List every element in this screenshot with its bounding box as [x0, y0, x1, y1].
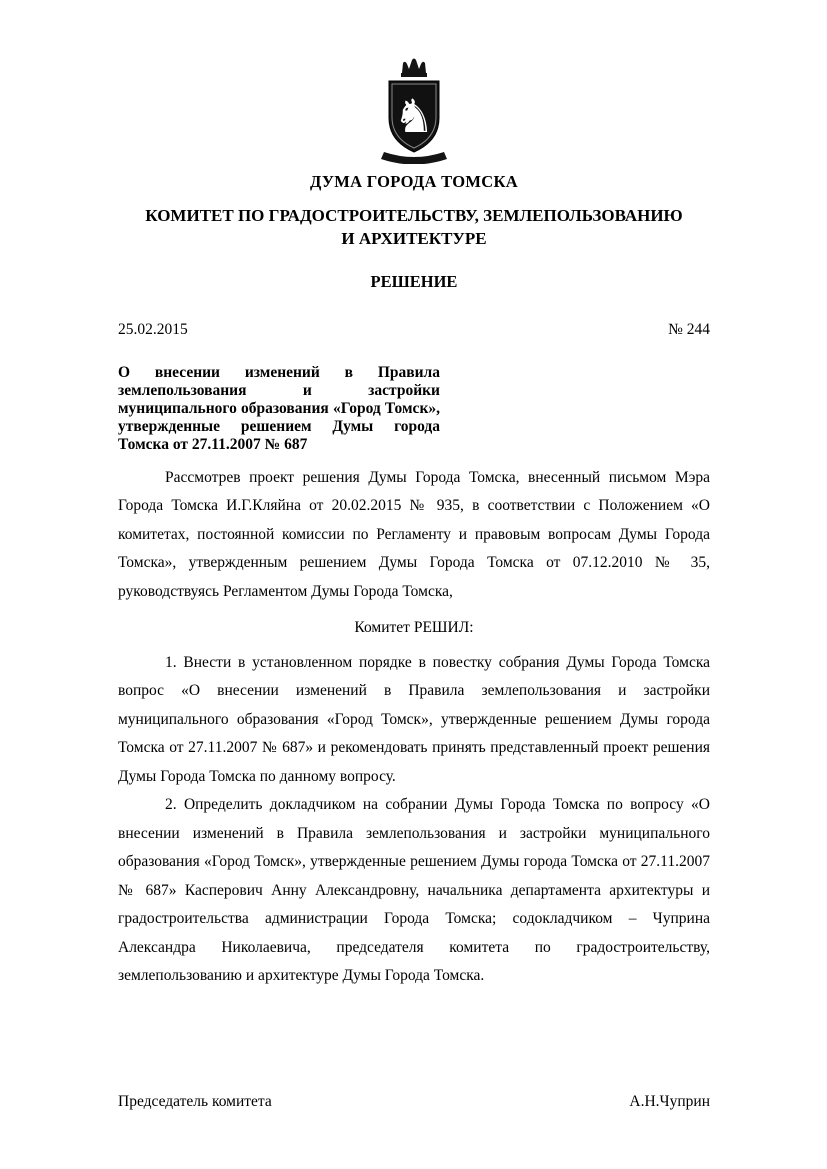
preamble-paragraph: Рассмотрев проект решения Думы Города Томска, внесенный письмом Мэра Города Томска И.Г.Кляйна от 20.02.2015 № 935, в соответствии с Положением «О комитетах, постоянной комиссии по Регламенту и правовым вопросам Думы Города Томска», утвержденным решением Думы Города Томска от 07.12.2010 № 35, руководствуясь Регламентом Думы Города Томска, — [118, 468, 710, 600]
subject-block: О внесении изменений в Правила землепользования и застройки муниципального образования «Город Томск», утвержденные решением Думы города Томска от 27.11.2007 № 687 — [118, 363, 440, 454]
document-date: 25.02.2015 — [118, 320, 188, 338]
white-horse-icon: ♞ — [393, 89, 435, 143]
crown-icon — [402, 59, 426, 74]
ribbon-banner-icon — [381, 152, 447, 164]
committee-heading — [118, 205, 710, 251]
committee-heading-line-2: И АРХИТЕКТУРЕ — [341, 228, 487, 248]
document-type-heading: РЕШЕНИЕ — [370, 271, 458, 291]
crown-band — [401, 73, 427, 77]
signature-title: Председатель комитета — [118, 1092, 272, 1110]
signature-name: А.Н.Чуприн — [629, 1092, 710, 1110]
meta-row — [118, 321, 710, 339]
tomsk-coat-of-arms-icon — [374, 56, 454, 164]
organization-title: ДУМА ГОРОДА ТОМСКА — [310, 172, 518, 191]
resolution-item-1: 1. Внести в установленном порядке в повестку собрания Думы Города Томска вопрос «О внесении изменений в Правила землепользования и застройки муниципального образования «Город Томск», утвержденные решением Думы города Томска от 27.11.2007 № 687» и рекомендовать принять представленный проект решения Думы Города Томска по данному вопросу. — [118, 653, 710, 785]
document-number: № 244 — [668, 320, 710, 338]
signature-row — [118, 1093, 710, 1111]
emblem-container — [118, 56, 710, 164]
committee-heading-line-1: КОМИТЕТ ПО ГРАДОСТРОИТЕЛЬСТВУ, ЗЕМЛЕПОЛЬЗОВАНИЮ — [145, 206, 683, 225]
resolved-heading: Комитет РЕШИЛ: — [354, 619, 474, 637]
resolution-item-2: 2. Определить докладчиком на собрании Думы Города Томска по вопросу «О внесении изменений в Правила землепользования и застройки муниципального образования «Город Томск», утвержденные решением Думы города Томска от 27.11.2007 № 687» Касперович Анну Александровну, начальника департамента архитектуры и градостроительства администрации Города Томска; содокладчиком – Чуприна Александра Николаевича, председателя комитета по градостроительству, землепользованию и архитектуре Думы Города Томска. — [118, 796, 710, 985]
